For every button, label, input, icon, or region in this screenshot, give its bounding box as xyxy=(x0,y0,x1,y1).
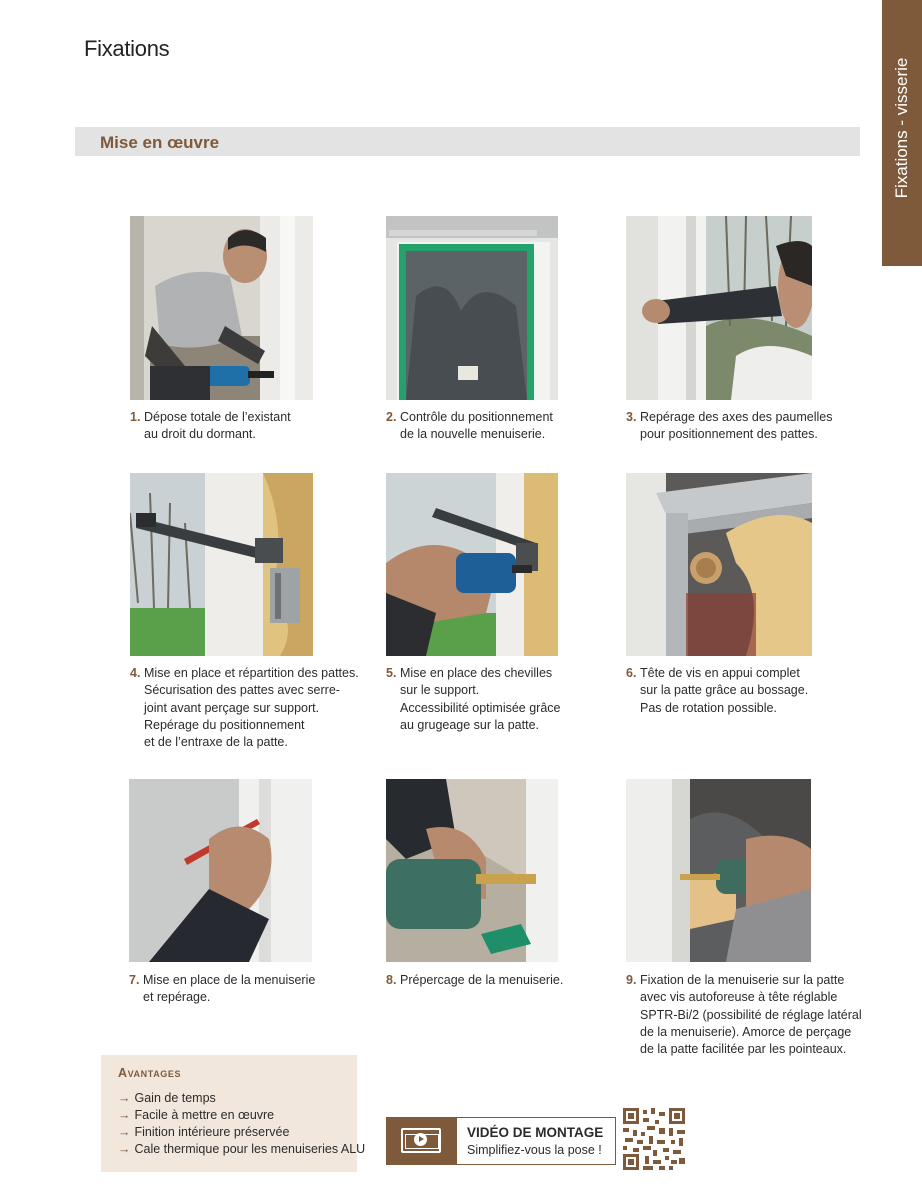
section-title: Mise en œuvre xyxy=(100,133,220,152)
video-title: VIDÉO DE MONTAGE xyxy=(467,1125,604,1140)
step-text: au grugeage sur la patte. xyxy=(400,717,539,732)
step-text: et repérage. xyxy=(143,990,211,1005)
screw-fixing-image xyxy=(626,779,811,962)
advantage-text: Finition intérieure préservée xyxy=(134,1125,290,1139)
step-caption-4 xyxy=(130,665,359,751)
side-tab xyxy=(882,0,922,266)
step-caption-5 xyxy=(386,665,561,734)
step-number: 1. xyxy=(130,410,141,424)
screw-head-closeup-image xyxy=(626,473,812,656)
step-number: 9. xyxy=(626,973,637,987)
step-number: 4. xyxy=(130,666,141,680)
qr-code-icon[interactable] xyxy=(623,1108,685,1170)
list-item xyxy=(118,1124,365,1141)
page-title: Fixations xyxy=(84,36,170,61)
step-text: de la menuiserie). Amorce de perçage xyxy=(640,1024,852,1039)
step-number: 5. xyxy=(386,666,397,680)
window-frame-control-image xyxy=(386,216,558,400)
step-text: Repérage du positionnement xyxy=(144,717,305,732)
step-number: 6. xyxy=(626,666,637,680)
video-subtitle: Simplifiez-vous la pose ! xyxy=(467,1143,602,1157)
step-number: 3. xyxy=(626,410,637,424)
step-caption-8 xyxy=(386,972,563,989)
step-number: 8. xyxy=(386,973,397,987)
advantages-box xyxy=(101,1055,366,1172)
arrow-icon: → xyxy=(118,1108,131,1122)
arrow-icon: → xyxy=(118,1125,131,1139)
worker-removing-frame-image xyxy=(130,216,313,400)
step-text: pour positionnement des pattes. xyxy=(640,427,818,442)
step-caption-2 xyxy=(386,409,553,444)
step-text: de la patte facilitée par les pointeaux. xyxy=(640,1042,847,1057)
step-text: Pas de rotation possible. xyxy=(640,700,777,715)
advantage-text: Gain de temps xyxy=(134,1091,216,1105)
step-text: joint avant perçage sur support. xyxy=(144,700,320,715)
step-caption-1 xyxy=(130,409,291,444)
step-text: Sécurisation des pattes avec serre- xyxy=(144,683,340,698)
step-text: Contrôle du positionnement xyxy=(400,410,553,424)
list-item xyxy=(118,1141,365,1158)
pre-drilling-image xyxy=(386,779,558,962)
step-text: sur la patte grâce au bossage. xyxy=(640,683,809,698)
advantages-list xyxy=(118,1090,365,1158)
list-item xyxy=(118,1090,365,1107)
step-text: au droit du dormant. xyxy=(144,427,256,442)
step-text: et de l’entraxe de la patte. xyxy=(144,735,288,750)
step-number: 2. xyxy=(386,410,397,424)
step-text: Fixation de la menuiserie sur la patte xyxy=(640,973,845,987)
step-text: de la nouvelle menuiserie. xyxy=(400,427,546,442)
step-number: 7. xyxy=(129,973,140,987)
step-text: Repérage des axes des paumelles xyxy=(640,410,833,424)
advantages-title: Avantages xyxy=(118,1066,182,1080)
step-text: avec vis autoforeuse à tête réglable xyxy=(640,990,838,1005)
brackets-placement-image xyxy=(130,473,313,656)
arrow-icon: → xyxy=(118,1142,131,1156)
step-text: Prépercage de la menuiserie. xyxy=(400,973,564,987)
step-text: Accessibilité optimisée grâce xyxy=(400,700,561,715)
side-tab-label: Fixations - visserie xyxy=(892,57,911,199)
step-caption-9 xyxy=(626,972,862,1058)
marking-pencil-image xyxy=(129,779,312,962)
video-banner[interactable] xyxy=(386,1117,616,1165)
step-text: Tête de vis en appui complet xyxy=(640,666,800,680)
step-text: Dépose totale de l’existant xyxy=(144,410,291,424)
step-caption-3 xyxy=(626,409,832,444)
step-caption-7 xyxy=(129,972,315,1007)
step-text: Mise en place des chevilles xyxy=(400,666,553,680)
step-text: SPTR-Bi/2 (possibilité de réglage latéral xyxy=(640,1007,862,1022)
step-text: Mise en place de la menuiserie xyxy=(143,973,316,987)
step-text: Mise en place et répartition des pattes. xyxy=(144,666,359,680)
video-icon xyxy=(387,1118,457,1164)
list-item xyxy=(118,1107,365,1124)
drilling-anchors-image xyxy=(386,473,558,656)
step-text: sur le support. xyxy=(400,683,480,698)
arrow-icon: → xyxy=(118,1091,131,1105)
marking-hinge-axes-image xyxy=(626,216,812,400)
step-caption-6 xyxy=(626,665,808,717)
advantage-text: Cale thermique pour les menuiseries ALU xyxy=(134,1142,366,1156)
advantage-text: Facile à mettre en œuvre xyxy=(134,1108,275,1122)
